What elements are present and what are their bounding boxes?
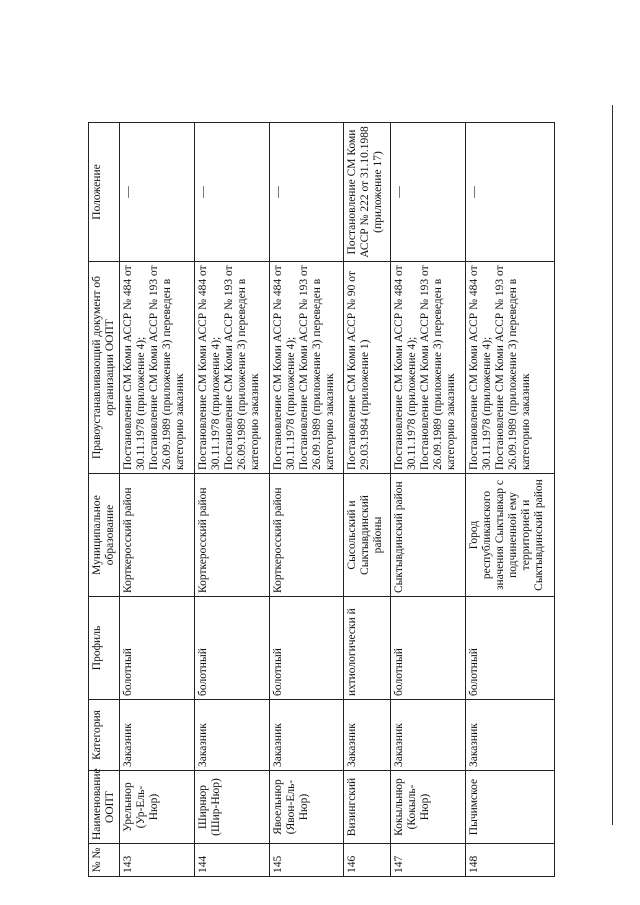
table-row [466, 123, 555, 877]
header-profile: Профиль [89, 597, 120, 700]
row-number: 143 [120, 844, 195, 877]
area-category: Заказник [466, 700, 555, 771]
row-number: 144 [194, 844, 269, 877]
area-regulation: — [120, 123, 195, 262]
area-name: Пычимское [466, 771, 555, 844]
header-regulation: Положение [89, 123, 120, 262]
table-row [391, 123, 466, 877]
table-row [344, 123, 391, 877]
area-name: Кокыльнюр (Кокыль-Нюр) [391, 771, 466, 844]
area-municipality: Сыктывдинский район [391, 474, 466, 597]
area-name: Визингский [344, 771, 391, 844]
table-row [194, 123, 269, 877]
area-category: Заказник [344, 700, 391, 771]
area-municipality: Корткеросский район [120, 474, 195, 597]
area-document: Постановление СМ Коми АССР № 90 от 29.03.1984 (приложение 1) [344, 262, 391, 474]
area-document: Постановление СМ Коми АССР № 484 от 30.11.1978 (приложение 4); Постановление СМ Коми АССР № 193 от 26.09.1989 (приложение 3) переведен в категорию заказник [269, 262, 344, 474]
area-category: Заказник [194, 700, 269, 771]
area-name: Урельнюр (Ур-Ель-Нюр) [120, 771, 195, 844]
area-category: Заказник [120, 700, 195, 771]
area-document: Постановление СМ Коми АССР № 484 от 30.11.1978 (приложение 4); Постановление СМ Коми АССР № 193 от 26.09.1989 (приложение 3) переведен в категорию заказник [194, 262, 269, 474]
area-profile: ихтиологически й [344, 597, 391, 700]
area-profile: болотный [194, 597, 269, 700]
area-municipality: Сысольский и Сыктывдинский районы [344, 474, 391, 597]
area-category: Заказник [269, 700, 344, 771]
area-profile: болотный [120, 597, 195, 700]
table-header-row [89, 123, 120, 877]
table-row [269, 123, 344, 877]
row-number: 148 [466, 844, 555, 877]
area-regulation: — [194, 123, 269, 262]
area-municipality: Корткеросский район [269, 474, 344, 597]
row-number: 145 [269, 844, 344, 877]
header-document: Правоустанавливающий документ об организации ООПТ [89, 262, 120, 474]
area-profile: болотный [391, 597, 466, 700]
table-row [120, 123, 195, 877]
area-document: Постановление СМ Коми АССР № 484 от 30.11.1978 (приложение 4); Постановление СМ Коми АССР № 193 от 26.09.1989 (приложение 3) переведен в категорию заказник [120, 262, 195, 474]
area-municipality: Город республиканского значения Сыктывкар с подчиненной ему территорией и Сыктывдинский район [466, 474, 555, 597]
area-regulation: — [269, 123, 344, 262]
header-name: Наименование ООПТ [89, 771, 120, 844]
area-regulation: — [391, 123, 466, 262]
area-document: Постановление СМ Коми АССР № 484 от 30.11.1978 (приложение 4); Постановление СМ Коми АССР № 193 от 26.09.1989 (приложение 3) переведен в категорию заказник [391, 262, 466, 474]
area-municipality: Корткеросский район [194, 474, 269, 597]
header-municipality: Муниципальное образование [89, 474, 120, 597]
area-name: Явоельнюр (Явон-Ель-Нюр) [269, 771, 344, 844]
area-category: Заказник [391, 700, 466, 771]
area-document: Постановление СМ Коми АССР № 484 от 30.11.1978 (приложение 4); Постановление СМ Коми АССР № 193 от 26.09.1989 (приложение 3) переведен в категорию заказник [466, 262, 555, 474]
area-name: Ширнюр (Шир-Нюр) [194, 771, 269, 844]
header-number: № № [89, 844, 120, 877]
row-number: 146 [344, 844, 391, 877]
area-regulation: — [466, 123, 555, 262]
page-edge-line [612, 105, 613, 825]
rotated-table-wrapper [88, 123, 555, 877]
area-regulation: Постановление СМ Коми АССР № 222 от 31.10.1988 (приложение 17) [344, 123, 391, 262]
row-number: 147 [391, 844, 466, 877]
protected-areas-table [88, 122, 555, 877]
header-category: Категория [89, 700, 120, 771]
area-profile: болотный [269, 597, 344, 700]
area-profile: болотный [466, 597, 555, 700]
